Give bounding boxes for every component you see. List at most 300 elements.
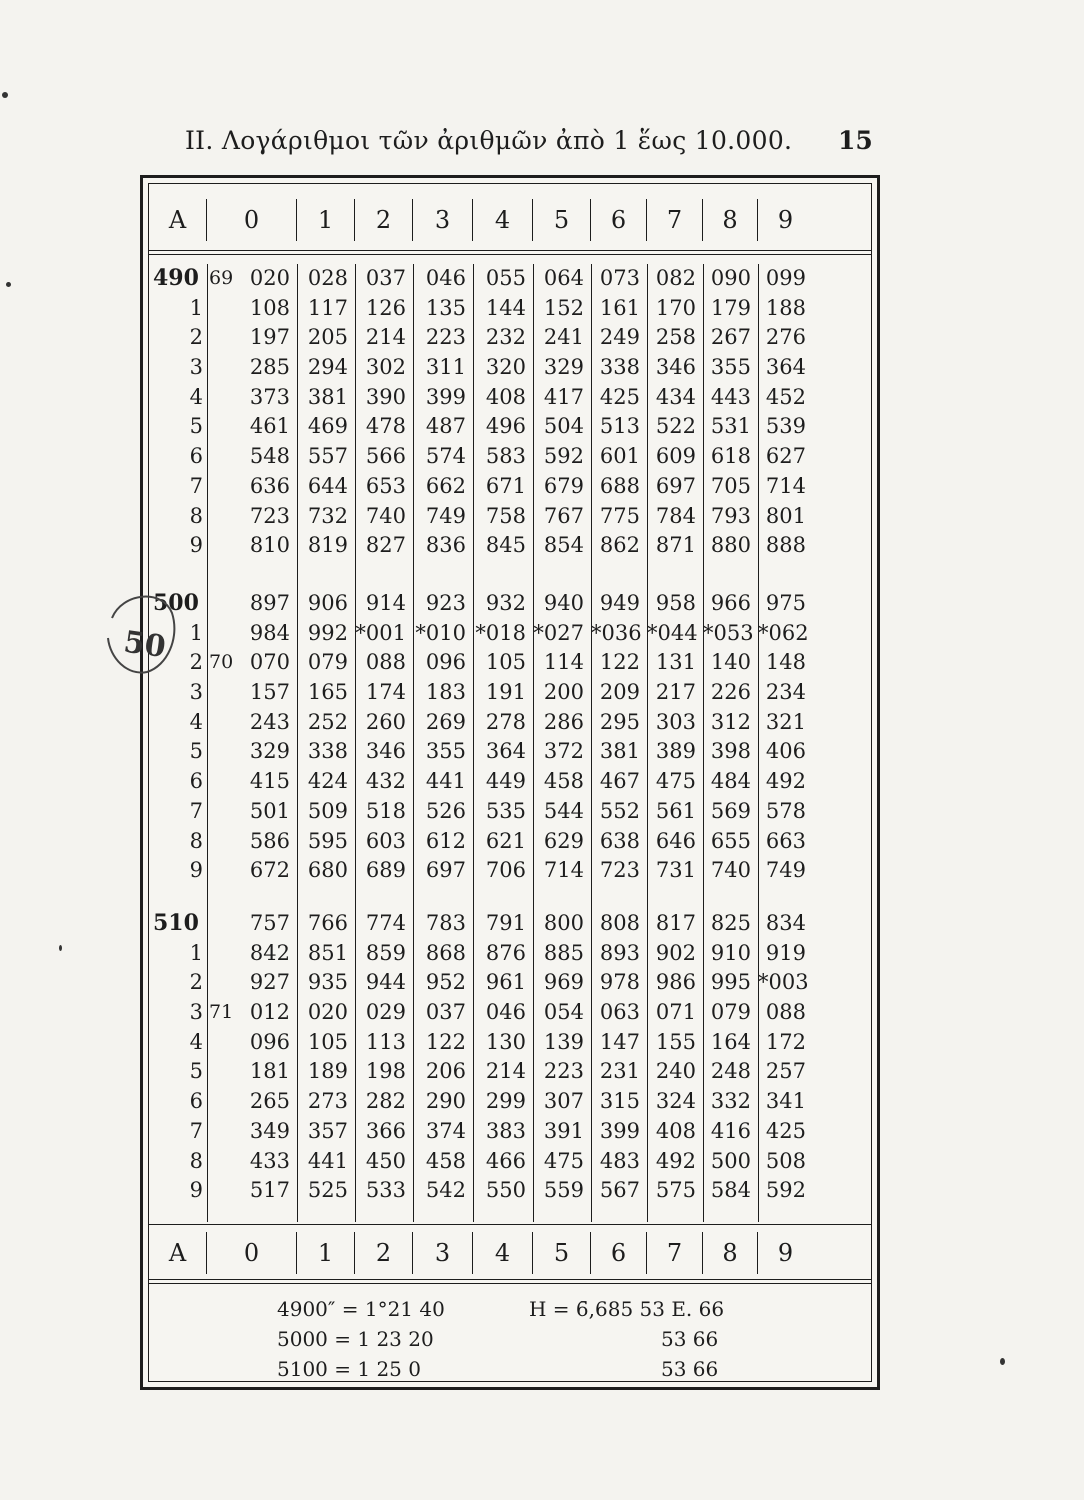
table-cell: 671 <box>485 473 526 498</box>
row-number: 6 <box>189 769 203 794</box>
header-bottom-col-5: 4 <box>473 1232 533 1274</box>
table-cell: 662 <box>425 473 466 498</box>
table-cell: 539 <box>765 414 806 439</box>
table-cell: 425 <box>599 384 640 409</box>
table-cell: 408 <box>655 1118 696 1143</box>
table-cell: 723 <box>599 858 640 883</box>
table-cell: 425 <box>765 1118 806 1143</box>
table-cell: 122 <box>599 650 640 675</box>
table-cell: 791 <box>485 911 526 935</box>
table-cell: 919 <box>765 940 806 965</box>
table-cell: 079 <box>307 650 348 675</box>
table-cell: 214 <box>365 325 406 350</box>
table-cell: 278 <box>485 709 526 734</box>
table-cell: 311 <box>425 355 466 380</box>
table-cell: 406 <box>765 739 806 764</box>
paper-speck <box>6 282 11 287</box>
table-cell: 586 <box>249 828 290 853</box>
table-cell: 165 <box>307 680 348 705</box>
table-cell: 226 <box>710 680 751 705</box>
row-number: 4 <box>189 1029 203 1054</box>
table-cell: 548 <box>249 444 290 469</box>
table-cell: 329 <box>543 355 584 380</box>
table-row <box>149 383 871 413</box>
margin-pencil-note <box>102 588 182 678</box>
table-cell: 399 <box>599 1118 640 1143</box>
row-number: 9 <box>189 1178 203 1203</box>
paper-speck <box>59 945 62 951</box>
table-cell: 096 <box>425 650 466 675</box>
table-cell: 390 <box>365 384 406 409</box>
table-cell: 793 <box>710 503 751 528</box>
table-cell: 285 <box>249 355 290 380</box>
table-cell: 183 <box>425 680 466 705</box>
table-cell: 810 <box>249 533 290 558</box>
header-bottom-col-0: A <box>149 1232 207 1274</box>
table-cell: 276 <box>765 325 806 350</box>
row-group <box>149 589 871 886</box>
table-cell: 144 <box>485 295 526 320</box>
row-number: 4 <box>189 709 203 734</box>
table-cell: 825 <box>710 911 751 935</box>
table-cell: 295 <box>599 709 640 734</box>
table-cell: *062 <box>758 620 809 645</box>
table-cell: 914 <box>365 591 406 615</box>
table-cell: 496 <box>485 414 526 439</box>
column-header-bottom <box>149 1232 871 1274</box>
mantissa-prefix <box>207 909 235 939</box>
table-cell: 910 <box>710 940 751 965</box>
table-row <box>149 648 871 678</box>
mantissa-prefix <box>207 589 235 619</box>
row-number: 9 <box>189 858 203 883</box>
table-cell: 105 <box>307 1029 348 1054</box>
table-cell: 415 <box>249 769 290 794</box>
table-row <box>149 619 871 649</box>
table-cell: 808 <box>599 911 640 935</box>
table-cell: 389 <box>655 739 696 764</box>
mantissa-prefix <box>207 1057 235 1087</box>
divider <box>149 1283 871 1284</box>
table-cell: 257 <box>765 1059 806 1084</box>
table-cell: 483 <box>599 1148 640 1173</box>
divider <box>149 254 871 255</box>
table-cell: 312 <box>710 709 751 734</box>
table-row <box>149 1117 871 1147</box>
table-cell: 986 <box>655 970 696 995</box>
table-row <box>149 737 871 767</box>
table-cell: 197 <box>249 325 290 350</box>
table-cell: 424 <box>307 769 348 794</box>
table-cell: 584 <box>710 1178 751 1203</box>
table-row <box>149 1028 871 1058</box>
mantissa-prefix <box>207 353 235 383</box>
header-top-col-5: 4 <box>473 199 533 241</box>
table-cell: 315 <box>599 1089 640 1114</box>
table-cell: 655 <box>710 828 751 853</box>
mantissa-prefix <box>207 939 235 969</box>
mantissa-prefix <box>207 619 235 649</box>
header-bottom-col-3: 2 <box>355 1232 413 1274</box>
table-cell: 952 <box>425 970 466 995</box>
table-cell: 927 <box>249 970 290 995</box>
table-cell: 984 <box>249 620 290 645</box>
table-cell: 161 <box>599 295 640 320</box>
row-number: 7 <box>189 1118 203 1143</box>
row-number: 5 <box>189 1059 203 1084</box>
table-cell: 260 <box>365 709 406 734</box>
table-cell: 784 <box>655 503 696 528</box>
table-cell: 433 <box>249 1148 290 1173</box>
table-cell: 088 <box>765 1000 806 1025</box>
table-cell: 469 <box>307 414 348 439</box>
table-cell: 500 <box>710 1148 751 1173</box>
table-row <box>149 1147 871 1177</box>
table-cell: 020 <box>249 266 290 290</box>
paper-speck <box>1000 1358 1005 1365</box>
mantissa-prefix: 70 <box>209 651 234 674</box>
table-cell: 037 <box>365 266 406 290</box>
table-row <box>149 827 871 857</box>
table-cell: 217 <box>655 680 696 705</box>
table-cell: 923 <box>425 591 466 615</box>
table-cell: *010 <box>415 620 466 645</box>
mantissa-prefix <box>207 1147 235 1177</box>
table-cell: 906 <box>307 591 348 615</box>
table-cell: 090 <box>710 266 751 290</box>
table-row <box>149 909 871 939</box>
header-top-col-9: 8 <box>703 199 758 241</box>
row-number: 510 <box>153 910 199 936</box>
mantissa-prefix <box>207 827 235 857</box>
table-row <box>149 1057 871 1087</box>
table-cell: 258 <box>655 325 696 350</box>
table-cell: 627 <box>765 444 806 469</box>
table-cell: 346 <box>365 739 406 764</box>
table-cell: 458 <box>425 1148 466 1173</box>
table-cell: 303 <box>655 709 696 734</box>
table-cell: 876 <box>485 940 526 965</box>
table-cell: 880 <box>710 533 751 558</box>
table-cell: 341 <box>765 1089 806 1114</box>
table-cell: 504 <box>543 414 584 439</box>
row-number: 6 <box>189 444 203 469</box>
table-cell: 147 <box>599 1029 640 1054</box>
footer-right-1: H = 6̄,685 53 E. 66 <box>529 1297 725 1321</box>
table-footer <box>149 1294 871 1389</box>
footer-right-3: 53 66 <box>661 1357 719 1381</box>
mantissa-prefix <box>207 856 235 886</box>
table-cell: 935 <box>307 970 348 995</box>
mantissa-prefix <box>207 1087 235 1117</box>
table-cell: *027 <box>533 620 584 645</box>
table-cell: 836 <box>425 533 466 558</box>
table-cell: 522 <box>655 414 696 439</box>
divider <box>149 250 871 251</box>
table-cell: 609 <box>655 444 696 469</box>
table-cell: 535 <box>485 798 526 823</box>
table-cell: 152 <box>543 295 584 320</box>
mantissa-prefix <box>207 472 235 502</box>
table-cell: 740 <box>710 858 751 883</box>
table-cell: 267 <box>710 325 751 350</box>
table-cell: 525 <box>307 1178 348 1203</box>
row-number: 8 <box>189 1148 203 1173</box>
table-cell: 139 <box>543 1029 584 1054</box>
table-cell: 638 <box>599 828 640 853</box>
table-cell: 854 <box>543 533 584 558</box>
table-cell: 644 <box>307 473 348 498</box>
table-cell: 441 <box>425 769 466 794</box>
table-cell: 774 <box>365 911 406 935</box>
header-bottom-col-7: 6 <box>591 1232 647 1274</box>
row-number: 2 <box>189 325 203 350</box>
table-cell: 170 <box>655 295 696 320</box>
table-cell: 054 <box>543 1000 584 1025</box>
table-cell: 484 <box>710 769 751 794</box>
row-number: 3 <box>189 355 203 380</box>
table-cell: 114 <box>543 650 584 675</box>
table-cell: 902 <box>655 940 696 965</box>
header-bottom-col-1: 0 <box>207 1232 297 1274</box>
table-cell: 842 <box>249 940 290 965</box>
table-cell: 767 <box>543 503 584 528</box>
table-cell: 749 <box>765 858 806 883</box>
table-cell: 475 <box>543 1148 584 1173</box>
table-cell: 544 <box>543 798 584 823</box>
header-top-col-0: A <box>149 199 207 241</box>
table-cell: 234 <box>765 680 806 705</box>
table-cell: 871 <box>655 533 696 558</box>
mantissa-prefix <box>207 968 235 998</box>
table-cell: 214 <box>485 1059 526 1084</box>
table-cell: 206 <box>425 1059 466 1084</box>
table-cell: 188 <box>765 295 806 320</box>
table-cell: 817 <box>655 911 696 935</box>
table-cell: 372 <box>543 739 584 764</box>
table-cell: 349 <box>249 1118 290 1143</box>
table-cell: 286 <box>543 709 584 734</box>
margin-note-text: 50 <box>121 624 168 666</box>
table-cell: 461 <box>249 414 290 439</box>
table-cell: 398 <box>710 739 751 764</box>
header-bottom-col-6: 5 <box>533 1232 591 1274</box>
table-cell: 105 <box>485 650 526 675</box>
row-number: 3 <box>189 680 203 705</box>
table-cell: 157 <box>249 680 290 705</box>
table-cell: 501 <box>249 798 290 823</box>
table-cell: 653 <box>365 473 406 498</box>
table-cell: 550 <box>485 1178 526 1203</box>
table-cell: 282 <box>365 1089 406 1114</box>
table-row <box>149 1087 871 1117</box>
table-cell: 575 <box>655 1178 696 1203</box>
table-cell: 888 <box>765 533 806 558</box>
table-row <box>149 708 871 738</box>
mantissa-prefix <box>207 737 235 767</box>
footer-left-2: 5000 = 1 23 20 <box>277 1327 434 1351</box>
mantissa-prefix <box>207 502 235 532</box>
table-cell: 574 <box>425 444 466 469</box>
table-cell: 466 <box>485 1148 526 1173</box>
table-cell: 542 <box>425 1178 466 1203</box>
header-bottom-col-9: 8 <box>703 1232 758 1274</box>
table-cell: 269 <box>425 709 466 734</box>
table-cell: 492 <box>765 769 806 794</box>
table-cell: 148 <box>765 650 806 675</box>
table-cell: 079 <box>710 1000 751 1025</box>
page-title: II. Λογάριθμοι τῶν ἀριθμῶν ἀπὸ 1 ἕως 10.000. <box>185 126 793 155</box>
mantissa-prefix <box>207 1117 235 1147</box>
table-cell: 399 <box>425 384 466 409</box>
page-number: 15 <box>838 126 873 155</box>
table-cell: 958 <box>655 591 696 615</box>
mantissa-prefix: 71 <box>209 1001 234 1024</box>
mantissa-prefix <box>207 708 235 738</box>
table-cell: 566 <box>365 444 406 469</box>
table-cell: 992 <box>307 620 348 645</box>
table-cell: *053 <box>703 620 754 645</box>
header-bottom-col-4: 3 <box>413 1232 473 1274</box>
table-cell: 249 <box>599 325 640 350</box>
table-cell: 621 <box>485 828 526 853</box>
table-cell: 443 <box>710 384 751 409</box>
table-cell: 082 <box>655 266 696 290</box>
table-row <box>149 939 871 969</box>
table-cell: 209 <box>599 680 640 705</box>
table-cell: 800 <box>543 911 584 935</box>
table-cell: 552 <box>599 798 640 823</box>
table-cell: 449 <box>485 769 526 794</box>
mantissa-prefix <box>207 797 235 827</box>
table-cell: 940 <box>543 591 584 615</box>
table-cell: 364 <box>485 739 526 764</box>
table-cell: 969 <box>543 970 584 995</box>
table-row <box>149 767 871 797</box>
table-cell: 135 <box>425 295 466 320</box>
table-cell: 096 <box>249 1029 290 1054</box>
row-number: 1 <box>189 940 203 965</box>
row-number: 1 <box>189 295 203 320</box>
header-top-col-1: 0 <box>207 199 297 241</box>
table-cell: 583 <box>485 444 526 469</box>
table-body <box>149 264 871 1222</box>
table-cell: 302 <box>365 355 406 380</box>
table-cell: 028 <box>307 266 348 290</box>
header-bottom-col-2: 1 <box>297 1232 355 1274</box>
table-cell: 975 <box>765 591 806 615</box>
row-number: 8 <box>189 828 203 853</box>
column-header-top <box>149 199 871 241</box>
row-number: 500 <box>153 590 199 616</box>
table-cell: 417 <box>543 384 584 409</box>
table-cell: 020 <box>307 1000 348 1025</box>
table-cell: 663 <box>765 828 806 853</box>
table-cell: 088 <box>365 650 406 675</box>
table-cell: 252 <box>307 709 348 734</box>
table-cell: 966 <box>710 591 751 615</box>
table-cell: *036 <box>591 620 642 645</box>
table-cell: *044 <box>647 620 698 645</box>
table-cell: 680 <box>307 858 348 883</box>
table-cell: 131 <box>655 650 696 675</box>
table-cell: 373 <box>249 384 290 409</box>
table-cell: *001 <box>355 620 406 645</box>
row-group <box>149 909 871 1206</box>
table-cell: 592 <box>543 444 584 469</box>
row-group <box>149 264 871 561</box>
table-cell: 063 <box>599 1000 640 1025</box>
table-row <box>149 531 871 561</box>
table-cell: 578 <box>765 798 806 823</box>
table-cell: 346 <box>655 355 696 380</box>
mantissa-prefix <box>207 1176 235 1206</box>
table-cell: 885 <box>543 940 584 965</box>
row-number: 1 <box>189 620 203 645</box>
mantissa-prefix <box>207 531 235 561</box>
header-top-col-8: 7 <box>647 199 703 241</box>
table-cell: 241 <box>543 325 584 350</box>
table-cell: 181 <box>249 1059 290 1084</box>
table-cell: 601 <box>599 444 640 469</box>
table-cell: 509 <box>307 798 348 823</box>
row-number: 4 <box>189 384 203 409</box>
table-cell: 113 <box>365 1029 406 1054</box>
table-cell: 064 <box>543 266 584 290</box>
table-cell: 381 <box>599 739 640 764</box>
table-cell: 740 <box>365 503 406 528</box>
table-cell: 766 <box>307 911 348 935</box>
table-cell: 819 <box>307 533 348 558</box>
table-cell: 329 <box>249 739 290 764</box>
table-cell: 240 <box>655 1059 696 1084</box>
table-row <box>149 968 871 998</box>
table-cell: 441 <box>307 1148 348 1173</box>
table-row <box>149 472 871 502</box>
table-cell: 037 <box>425 1000 466 1025</box>
mantissa-prefix <box>207 323 235 353</box>
table-cell: 567 <box>599 1178 640 1203</box>
row-number: 6 <box>189 1089 203 1114</box>
table-cell: 801 <box>765 503 806 528</box>
row-number: 5 <box>189 414 203 439</box>
table-cell: *018 <box>475 620 526 645</box>
header-top-col-2: 1 <box>297 199 355 241</box>
table-cell: 265 <box>249 1089 290 1114</box>
table-cell: 775 <box>599 503 640 528</box>
table-cell: 513 <box>599 414 640 439</box>
table-cell: *003 <box>758 970 809 995</box>
table-row <box>149 442 871 472</box>
table-cell: 155 <box>655 1029 696 1054</box>
table-cell: 467 <box>599 769 640 794</box>
table-cell: 679 <box>543 473 584 498</box>
table-cell: 320 <box>485 355 526 380</box>
table-cell: 290 <box>425 1089 466 1114</box>
header-top-col-4: 3 <box>413 199 473 241</box>
mantissa-prefix <box>207 442 235 472</box>
table-cell: 559 <box>543 1178 584 1203</box>
table-cell: 603 <box>365 828 406 853</box>
table-row <box>149 589 871 619</box>
table-cell: 383 <box>485 1118 526 1143</box>
table-row <box>149 264 871 294</box>
table-cell: 592 <box>765 1178 806 1203</box>
table-cell: 416 <box>710 1118 751 1143</box>
table-cell: 232 <box>485 325 526 350</box>
table-row <box>149 678 871 708</box>
table-cell: 859 <box>365 940 406 965</box>
